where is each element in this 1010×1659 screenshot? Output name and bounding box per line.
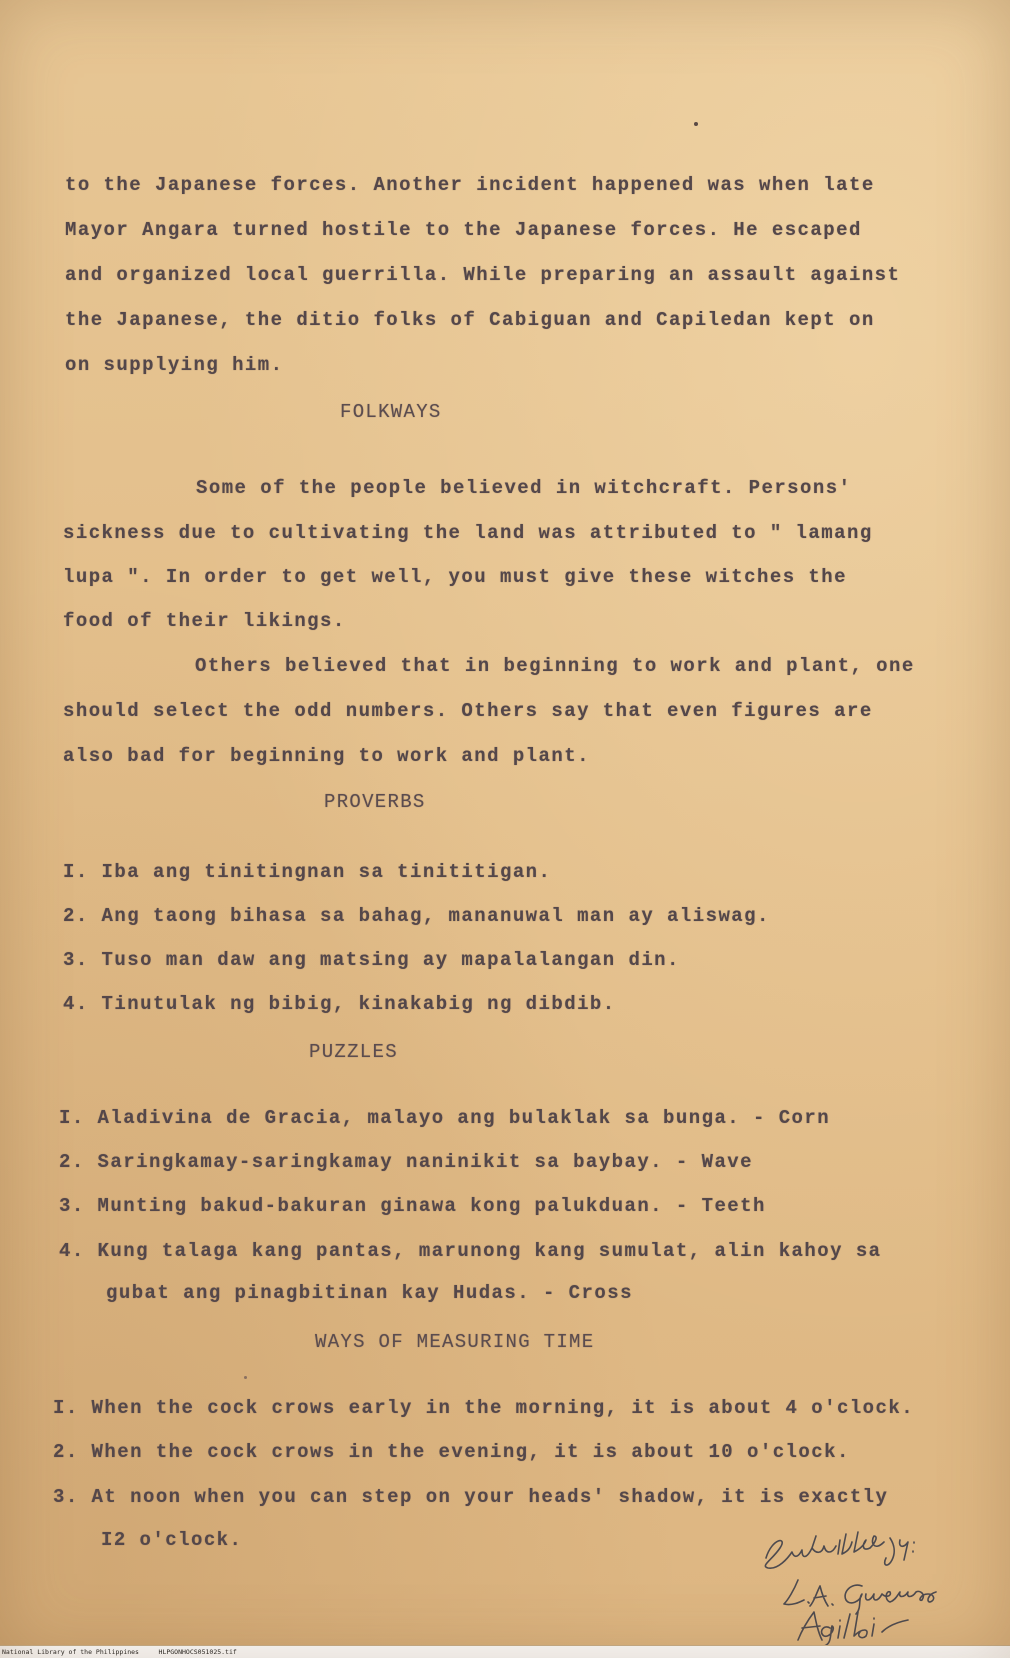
time-item: 3. At noon when you can step on your heads' shadow, it is exactly bbox=[53, 1486, 889, 1508]
text-line: the Japanese, the ditio folks of Cabiguan and Capiledan kept on bbox=[65, 309, 875, 331]
section-heading-puzzles: PUZZLES bbox=[309, 1041, 398, 1063]
time-item: I. When the cock crows early in the morning, it is about 4 o'clock. bbox=[53, 1397, 915, 1419]
time-item-continuation: I2 o'clock. bbox=[101, 1529, 243, 1551]
text-line: Others believed that in beginning to work and plant, one bbox=[195, 655, 915, 677]
text-line: food of their likings. bbox=[63, 610, 346, 632]
puzzle-item: I. Aladivina de Gracia, malayo ang bulaklak sa bunga. - Corn bbox=[59, 1107, 831, 1129]
signature-stroke bbox=[765, 1532, 914, 1568]
puzzle-item-continuation: gubat ang pinagbitinan kay Hudas. - Cross bbox=[106, 1282, 633, 1304]
signature-stroke bbox=[798, 1612, 908, 1646]
section-heading-measuring-time: WAYS OF MEASURING TIME bbox=[315, 1331, 595, 1353]
signature-stroke bbox=[784, 1580, 936, 1614]
footer-strip bbox=[0, 1645, 1010, 1659]
text-line: sickness due to cultivating the land was attributed to " lamang bbox=[63, 522, 873, 544]
proverb-item: 3. Tuso man daw ang matsing ay mapalalangan din. bbox=[63, 949, 680, 971]
puzzle-item: 3. Munting bakud-bakuran ginawa kong palukduan. - Teeth bbox=[59, 1195, 766, 1217]
text-line: should select the odd numbers. Others say that even figures are bbox=[63, 700, 873, 722]
ink-speck bbox=[694, 122, 698, 126]
ink-speck bbox=[244, 1376, 247, 1379]
handwritten-signature bbox=[758, 1528, 1003, 1646]
time-item: 2. When the cock crows in the evening, it is about 10 o'clock. bbox=[53, 1441, 850, 1463]
section-heading-proverbs: PROVERBS bbox=[324, 791, 426, 813]
text-line: and organized local guerrilla. While preparing an assault against bbox=[65, 264, 901, 286]
text-line: to the Japanese forces. Another incident happened was when late bbox=[65, 174, 875, 196]
puzzle-item: 4. Kung talaga kang pantas, marunong kang sumulat, alin kahoy sa bbox=[59, 1240, 882, 1262]
footer-caption: National Library of the Philippines HLPGONHOCS051025.tif bbox=[2, 1648, 237, 1656]
text-line: lupa ". In order to get well, you must give these witches the bbox=[63, 566, 847, 588]
text-line: Some of the people believed in witchcraft. Persons' bbox=[196, 477, 852, 499]
proverb-item: I. Iba ang tinitingnan sa tinititigan. bbox=[63, 861, 552, 883]
section-heading-folkways: FOLKWAYS bbox=[340, 401, 442, 423]
text-line: Mayor Angara turned hostile to the Japanese forces. He escaped bbox=[65, 219, 862, 241]
proverb-item: 2. Ang taong bihasa sa bahag, mananuwal man ay aliswag. bbox=[63, 905, 770, 927]
text-line: also bad for beginning to work and plant. bbox=[63, 745, 590, 767]
proverb-item: 4. Tinutulak ng bibig, kinakabig ng dibdib. bbox=[63, 993, 616, 1015]
text-line: on supplying him. bbox=[65, 354, 284, 376]
puzzle-item: 2. Saringkamay-saringkamay naninikit sa baybay. - Wave bbox=[59, 1151, 753, 1173]
